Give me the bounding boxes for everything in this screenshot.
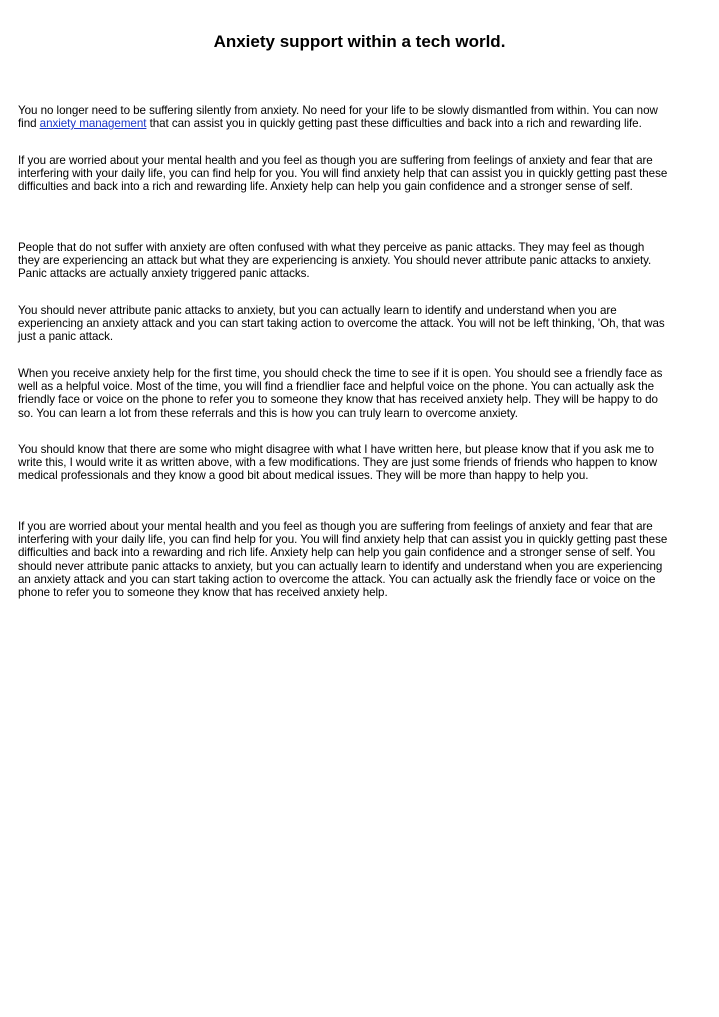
- paragraph-line: an anxiety attack and you can start taking action to overcome the attack. You can actually ask the friendly face or voice on the: [18, 572, 656, 586]
- paragraph-line: If you are worried about your mental health and you feel as though you are suffering from feelings of anxiety and fear that are: [18, 520, 653, 533]
- paragraph-line: When you receive anxiety help for the first time, you should check the time to see if it is open. You should see a friendly face as: [18, 367, 663, 380]
- paragraph-7: [18, 520, 708, 599]
- paragraph-3: [18, 241, 708, 281]
- anxiety-management-link[interactable]: anxiety management: [39, 117, 147, 131]
- paragraph-line: interfering with your daily life, you can find help for you. You will find anxiety help that can assist you in quickly getting past these: [18, 167, 668, 181]
- paragraph-line: write this, I would write it as written above, with a few modifications. They are just some friends of friends who happen to know: [18, 456, 658, 470]
- paragraph-line: You should never attribute panic attacks to anxiety, but you can actually learn to identify and understand when you are: [18, 304, 617, 317]
- paragraph-line: should never attribute panic attacks to anxiety, but you can actually learn to identify and understand when you are experiencing: [18, 559, 663, 573]
- paragraph-6: [18, 443, 708, 483]
- page-title: Anxiety support within a tech world.: [213, 32, 506, 51]
- paragraph-line: they are experiencing an attack but what they are experiencing is anxiety. You should never attribute panic attacks to anxiety.: [18, 254, 652, 268]
- paragraph-line: well as a helpful voice. Most of the time, you will find a friendlier face and helpful voice on the phone. You can actually ask the: [18, 380, 654, 394]
- paragraph-line: interfering with your daily life, you can find help for you. You will find anxiety help that can assist you in quickly getting past these: [18, 533, 668, 547]
- paragraph-line: difficulties and back into a rewarding and rich life. Anxiety help can help you gain confidence and a stronger sense of self. You: [18, 546, 656, 560]
- paragraph-line: If you are worried about your mental health and you feel as though you are suffering from feelings of anxiety and fear that are: [18, 154, 653, 167]
- paragraph-line: difficulties and back into a rich and rewarding life. Anxiety help can help you gain confidence and a stronger sense of self.: [18, 180, 633, 194]
- paragraph-4: [18, 304, 708, 344]
- paragraph-1: [18, 104, 708, 130]
- paragraph-line: phone to refer you to someone they know that has received anxiety help.: [18, 586, 388, 600]
- paragraph-line: You no longer need to be suffering silently from anxiety. No need for your life to be slowly dismantled from within. You can now: [18, 104, 658, 117]
- paragraph-line: experiencing an anxiety attack and you can start taking action to overcome the attack. You will not be left thinking, 'Oh, that was: [18, 317, 665, 331]
- paragraph-2: [18, 154, 708, 194]
- paragraph-line: People that do not suffer with anxiety are often confused with what they perceive as panic attacks. They may feel as though: [18, 241, 645, 254]
- paragraph-line: just a panic attack.: [18, 330, 114, 344]
- link-suffix-text: that can assist you in quickly getting past these difficulties and back into a rich and rewarding life.: [146, 117, 642, 131]
- paragraph-line: friendly face or voice on the phone to refer you to someone they know that has received anxiety help. They will be happy to do: [18, 393, 658, 407]
- paragraph-line: so. You can learn a lot from these referrals and this is how you can truly learn to overcome anxiety.: [18, 406, 518, 420]
- paragraph-line-with-link: [18, 117, 708, 130]
- paragraph-line: medical professionals and they know a good bit about medical issues. They will be more than happy to help you.: [18, 469, 589, 483]
- paragraph-5: [18, 367, 708, 420]
- paragraph-line: Panic attacks are actually anxiety triggered panic attacks.: [18, 267, 310, 281]
- paragraph-line: You should know that there are some who might disagree with what I have written here, but please know that if you ask me to: [18, 443, 654, 456]
- link-prefix-text: find: [18, 117, 40, 131]
